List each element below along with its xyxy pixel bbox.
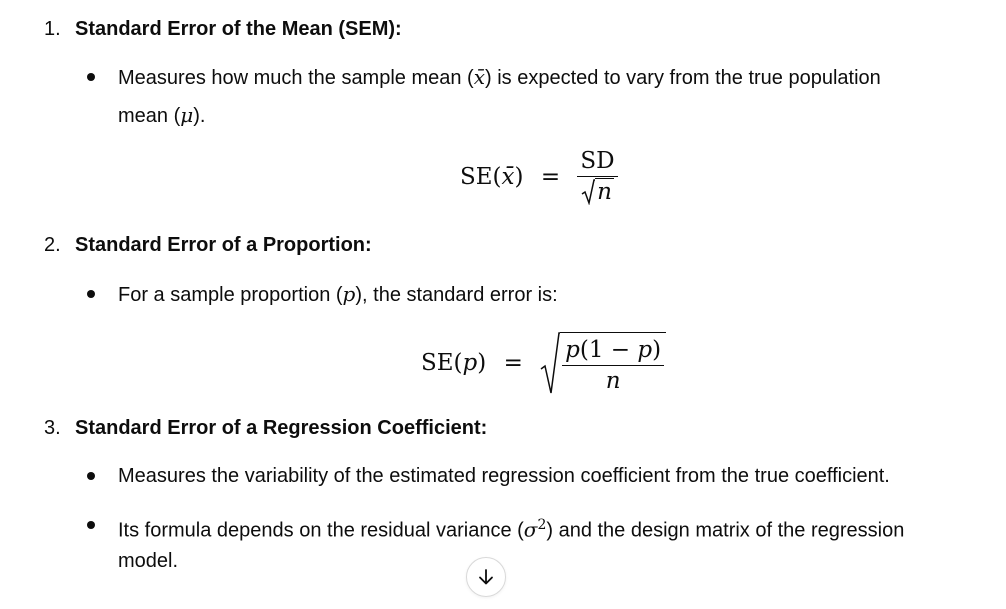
sqrt-icon bbox=[581, 179, 595, 205]
section-2-bullet-1-line-1 bbox=[118, 275, 558, 314]
section-3-number: 3. bbox=[44, 417, 61, 439]
equals-sign: = bbox=[503, 350, 523, 376]
text-fragment: ), the standard error is: bbox=[355, 284, 558, 306]
bullet-dot bbox=[87, 521, 95, 529]
text-fragment: SE( bbox=[460, 163, 502, 190]
section-1-heading bbox=[44, 15, 402, 43]
section-2-number: 2. bbox=[44, 234, 61, 256]
fraction-numerator bbox=[562, 337, 664, 366]
fraction-denominator: n bbox=[605, 368, 621, 394]
equals-sign: = bbox=[540, 163, 561, 190]
math-var-sigma: σ bbox=[523, 517, 538, 542]
section-1-number: 1. bbox=[44, 18, 61, 40]
text-fragment: For a sample proportion ( bbox=[118, 284, 343, 306]
section-3-bullet-2-line-1 bbox=[118, 506, 904, 550]
section-3-bullet-2-line-2: model. bbox=[118, 550, 179, 572]
text-fragment: ) bbox=[477, 350, 487, 376]
math-var-mu: μ bbox=[180, 103, 194, 127]
section-1-title: Standard Error of the Mean (SEM): bbox=[75, 18, 402, 40]
math-var-p: p bbox=[637, 337, 653, 363]
formula-proportion bbox=[421, 331, 666, 395]
section-3-heading bbox=[44, 414, 487, 442]
text-fragment: SE( bbox=[421, 350, 463, 376]
math-var-p: p bbox=[342, 282, 356, 306]
math-var: p bbox=[462, 350, 478, 376]
bullet-dot bbox=[87, 73, 95, 81]
fraction bbox=[577, 148, 617, 205]
bullet-dot bbox=[87, 290, 95, 298]
section-1-bullet-1-line-2 bbox=[118, 96, 205, 135]
text-fragment: ). bbox=[193, 105, 206, 127]
section-1-bullet-1-line-1 bbox=[118, 58, 881, 97]
text-fragment: mean ( bbox=[118, 105, 181, 127]
text-fragment: ) is expected to vary from the true population bbox=[485, 67, 881, 89]
fraction-denominator bbox=[577, 177, 617, 205]
section-3-title: Standard Error of a Regression Coefficient: bbox=[75, 417, 488, 439]
scroll-to-bottom-button[interactable] bbox=[466, 557, 506, 597]
math-var-xbar: x̄ bbox=[473, 65, 485, 89]
section-3-bullet-1-line-1: Measures the variability of the estimated regression coefficient from the true coefficient. bbox=[118, 465, 890, 487]
text-fragment: ) bbox=[514, 163, 524, 190]
math-var-p: p bbox=[565, 337, 580, 363]
math-var: x̄ bbox=[501, 163, 515, 190]
text-fragment: (1 − bbox=[579, 337, 638, 363]
text-fragment: ) and the design matrix of the regression bbox=[546, 519, 905, 542]
formula-lhs bbox=[460, 164, 524, 190]
bullet-dot bbox=[87, 472, 95, 480]
section-2-title: Standard Error of a Proportion: bbox=[75, 234, 372, 256]
fraction bbox=[560, 332, 666, 394]
math-var-n: n bbox=[597, 179, 612, 205]
text-fragment: Measures how much the sample mean ( bbox=[118, 67, 474, 89]
text-fragment: Its formula depends on the residual variance ( bbox=[118, 519, 524, 542]
math-superscript: 2 bbox=[537, 517, 547, 533]
formula-lhs bbox=[421, 350, 486, 376]
fraction-numerator: SD bbox=[577, 148, 617, 177]
section-2-heading bbox=[44, 231, 372, 259]
arrow-down-icon bbox=[477, 568, 495, 586]
formula-sem bbox=[460, 148, 618, 205]
text-fragment: ) bbox=[652, 337, 662, 363]
sqrt-expression bbox=[540, 331, 666, 395]
sqrt-icon bbox=[540, 331, 560, 395]
